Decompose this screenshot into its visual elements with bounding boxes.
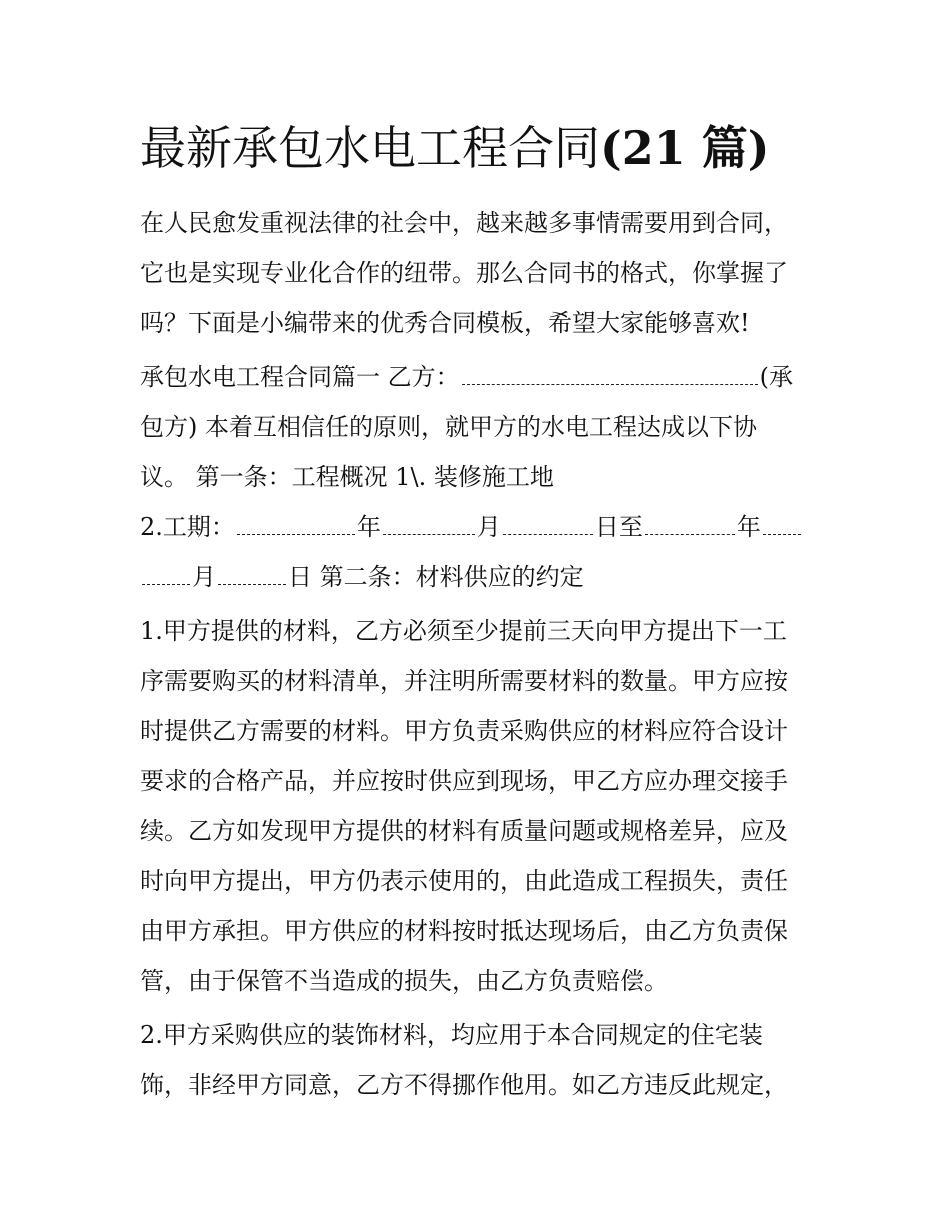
paragraph-line: 要求的合格产品，并应按时供应到现场，甲乙方应办理交接手 bbox=[140, 767, 788, 795]
fill-in-blank bbox=[237, 533, 355, 535]
paragraph-line: 时向甲方提出，甲方仍表示使用的，由此造成工程损失，责任 bbox=[140, 867, 788, 895]
paragraph-line: 由甲方承担。甲方供应的材料按时抵达现场后，由乙方负责保 bbox=[140, 917, 788, 945]
unit-month: 月 bbox=[476, 513, 501, 541]
title-main: 最新承包水电工程合同 bbox=[140, 121, 600, 175]
paragraph-line: 2.甲方采购供应的装饰材料，均应用于本合同规定的住宅装 bbox=[140, 1021, 763, 1049]
paragraph-line: 吗？下面是小编带来的优秀合同模板，希望大家能够喜欢! bbox=[140, 309, 750, 337]
unit-month: 月 bbox=[192, 563, 216, 591]
party-b-line bbox=[140, 352, 830, 402]
paragraph-line: 包方) 本着互相信任的原则，就甲方的水电工程达成以下协 bbox=[140, 413, 757, 441]
fill-in-blank bbox=[383, 533, 475, 535]
duration-line bbox=[140, 502, 830, 552]
unit-year: 年 bbox=[736, 513, 761, 541]
fill-in-blank bbox=[503, 533, 593, 535]
fill-in-blank bbox=[763, 533, 801, 535]
duration-line-continued bbox=[140, 552, 830, 602]
paragraph-line: 在人民愈发重视法律的社会中，越来越多事情需要用到合同， bbox=[140, 209, 788, 237]
party-b-label: 承包水电工程合同篇一 乙方： bbox=[140, 363, 460, 391]
paragraph-line: 饰，非经甲方同意，乙方不得挪作他用。如乙方违反此规定， bbox=[140, 1071, 788, 1099]
paragraph-line: 管，由于保管不当造成的损失，由乙方负责赔偿。 bbox=[140, 967, 668, 995]
fill-in-blank bbox=[142, 583, 190, 585]
paragraph-line: 它也是实现专业化合作的纽带。那么合同书的格式，你掌握了 bbox=[140, 259, 788, 287]
paragraph-line: 时提供乙方需要的材料。甲方负责采购供应的材料应符合设计 bbox=[140, 717, 788, 745]
duration-label: 2.工期： bbox=[140, 513, 235, 541]
document-title bbox=[140, 112, 840, 184]
paragraph-line: 序需要购买的材料清单，并注明所需要材料的数量。甲方应按 bbox=[140, 667, 788, 695]
title-count: (21 篇) bbox=[600, 121, 770, 175]
unit-year: 年 bbox=[356, 513, 381, 541]
fill-in-blank bbox=[218, 583, 286, 585]
fill-in-blank bbox=[645, 533, 735, 535]
unit-day-to: 日至 bbox=[594, 513, 643, 541]
paragraph-line: 续。乙方如发现甲方提供的材料有质量问题或规格差异，应及 bbox=[140, 817, 788, 845]
fill-in-blank bbox=[462, 383, 758, 385]
paragraph-line: 议。 第一条：工程概况 1\. 装修施工地 bbox=[140, 463, 554, 491]
section-two-heading: 日 第二条：材料供应的约定 bbox=[288, 563, 584, 591]
party-b-suffix: (承 bbox=[759, 363, 794, 391]
paragraph-line: 1.甲方提供的材料，乙方必须至少提前三天向甲方提出下一工 bbox=[140, 617, 787, 645]
